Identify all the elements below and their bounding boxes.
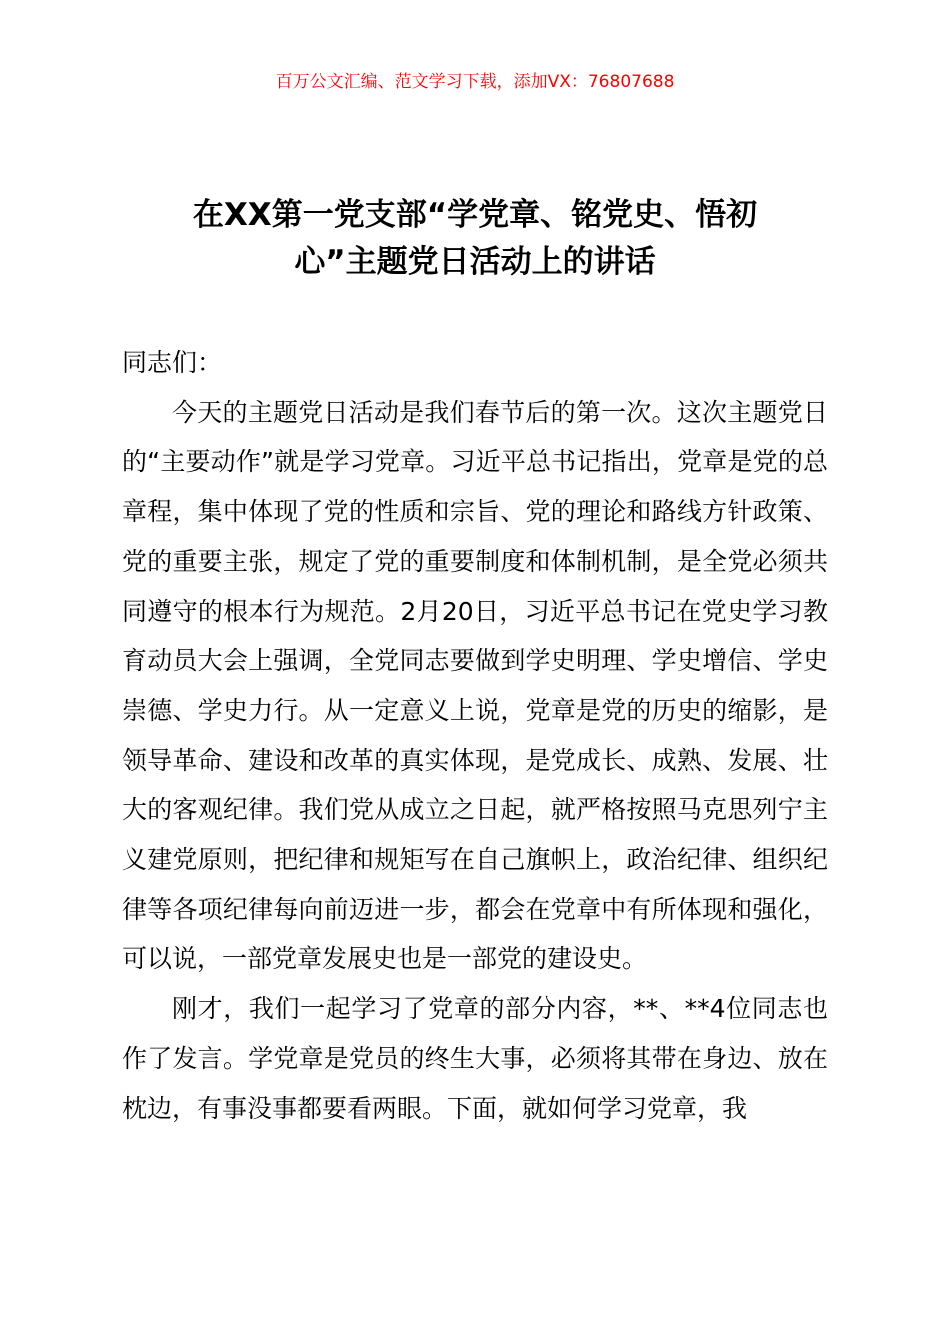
document-title	[120, 192, 830, 286]
document-body	[122, 338, 828, 1133]
title-line-1: 在XX第一党支部“学党章、铭党史、悟初	[192, 197, 758, 233]
salutation: 同志们：	[122, 348, 223, 377]
title-line-2: 心”主题党日活动上的讲话	[294, 244, 656, 280]
paragraph-2: 刚才，我们一起学习了党章的部分内容，**、**4位同志也作了发言。学党章是党员的终生大事，必须将其带在身边、放在枕边，有事没事都要看两眼。下面，就如何学习党章，我	[122, 994, 828, 1123]
paragraph-1: 今天的主题党日活动是我们春节后的第一次。这次主题党日的“主要动作”就是学习党章。习近平总书记指出，党章是党的总章程，集中体现了党的性质和宗旨、党的理论和路线方针政策、党的重要主张，规定了党的重要制度和体制机制，是全党必须共同遵守的根本行为规范。2月20日，习近平总书记在党史学习教育动员大会上强调，全党同志要做到学史明理、学史增信、学史崇德、学史力行。从一定意义上说，党章是党的历史的缩影，是领导革命、建设和改革的真实体现，是党成长、成熟、发展、壮大的客观纪律。我们党从成立之日起，就严格按照马克思列宁主义建党原则，把纪律和规矩写在自己旗帜上，政治纪律、组织纪律等各项纪律每向前迈进一步，都会在党章中有所体现和强化，可以说，一部党章发展史也是一部党的建设史。	[122, 397, 828, 974]
header-note: 百万公文汇编、范文学习下载，添加VX：76807688	[275, 72, 675, 92]
